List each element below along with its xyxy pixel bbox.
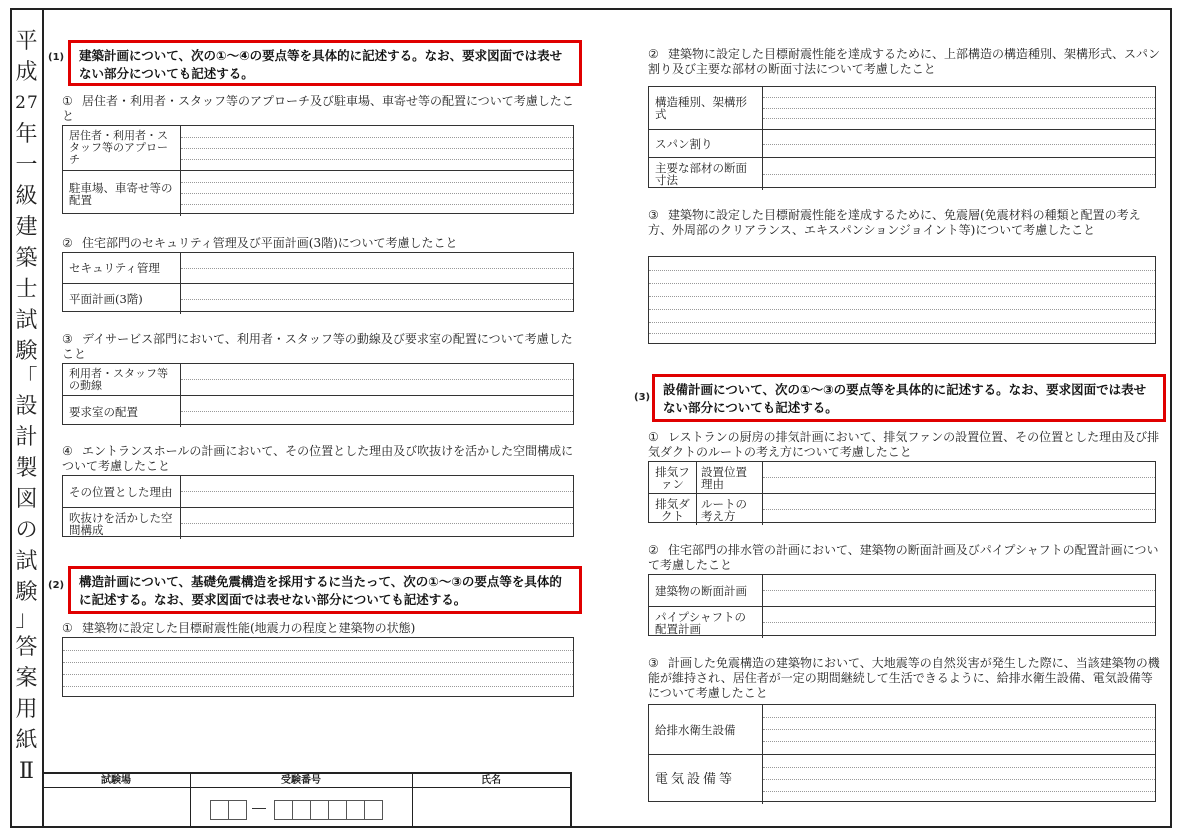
name-label: 氏名 (412, 774, 570, 788)
row-label: 電気設備等 (649, 755, 763, 804)
s1-q2-text: ② 住宅部門のセキュリティ管理及び平面計画(3階)について考慮したこと (62, 236, 458, 250)
sheet-title-char: 試 (15, 308, 39, 333)
sheet-title-char: 平 (15, 29, 39, 54)
s3-q1-text: ① レストランの厨房の排気計画において、排気ファンの設置位置、その位置とした理由及び排気ダクトのルートの考え方について考慮したこと (648, 430, 1160, 459)
sheet-title-char: 設 (15, 394, 39, 419)
exam-number-label: 受験番号 (190, 774, 412, 788)
row-label: 給排水衛生設備 (649, 705, 763, 754)
section-3-heading: 設備計画について、次の①〜③の要点等を具体的に記述する。なお、要求図面では表せない部分についても記述する。 (652, 374, 1166, 422)
row-label: 要求室の配置 (63, 396, 181, 427)
table-row (649, 87, 1155, 129)
sheet-title-char: 成 (15, 60, 39, 85)
s1-q1-text: ① 居住者・利用者・スタッフ等のアプローチ及び駐車場、車寄せ等の配置について考慮したこと (62, 94, 574, 123)
sheet-title-char: 士 (15, 277, 39, 302)
s1-q4-text: ④ エントランスホールの計画において、その位置とした理由及び吹抜けを活かした空間構成について考慮したこと (62, 444, 574, 473)
sheet-title-char: 用 (15, 697, 39, 722)
s3-q3-text: ③ 計画した免震構造の建築物において、大地震等の自然災害が発生した際に、当該建築物の機能が維持され、居住者が一定の期間継続して生活できるように、給排水衛生設備、電気設備等について考慮したこと (648, 656, 1160, 700)
table-row (649, 157, 1155, 190)
digit-box[interactable] (328, 800, 347, 820)
table-row (63, 476, 573, 507)
row-group-label: 排気ダクト (649, 494, 697, 525)
row-label: スパン割り (649, 130, 763, 158)
row-label: ルートの考え方 (697, 494, 763, 525)
table-row (649, 462, 1155, 493)
digit-box[interactable] (228, 800, 247, 820)
table-row (649, 606, 1155, 638)
s1-q2-table (62, 252, 574, 312)
row-label: 平面計画(3階) (63, 284, 181, 314)
table-row (63, 170, 573, 216)
row-label: 構造種別、架構形式 (649, 87, 763, 129)
row-label: 居住者・利用者・スタッフ等のアプローチ (63, 126, 181, 170)
s3-q2-table (648, 574, 1156, 636)
sheet-title-char: 案 (15, 666, 39, 691)
s1-q4-table (62, 475, 574, 537)
sheet-title (13, 26, 41, 787)
row-group-label: 排気ファン (649, 462, 697, 493)
table-row (649, 705, 1155, 754)
table-row (63, 364, 573, 395)
s2-q3-text: ③ 建築物に設定した目標耐震性能を達成するために、免震層(免震材料の種類と配置の考え方、外周部のクリアランス、エキスパンションジョイント等)について考慮したこと (648, 208, 1141, 237)
sheet-title-char: 験 (15, 339, 39, 364)
sheet-title-char: 築 (15, 246, 39, 271)
section-2-heading: 構造計画について、基礎免震構造を採用するに当たって、次の①〜③の要点等を具体的に記述する。なお、要求図面では表せない部分についても記述する。 (68, 566, 582, 614)
section-1-number: (1) (48, 52, 65, 63)
table-row (63, 283, 573, 314)
sheet-title-char: 「 (15, 366, 39, 391)
row-label: セキュリティ管理 (63, 253, 181, 283)
table-row (63, 507, 573, 539)
s3-q1-table (648, 461, 1156, 523)
table-row (63, 395, 573, 427)
digit-box[interactable] (292, 800, 311, 820)
s2-q2-text: ② 建築物に設定した目標耐震性能を達成するために、上部構造の構造種別、架構形式、スパン割り及び主要な部材の断面寸法について考慮したこと (648, 47, 1161, 76)
s2-q2-table (648, 86, 1156, 188)
s2-q1-text: ① 建築物に設定した目標耐震性能(地震力の程度と建築物の状態) (62, 621, 416, 635)
sheet-title-char: 答 (15, 635, 39, 660)
digit-box[interactable] (210, 800, 229, 820)
table-row (63, 126, 573, 170)
digit-box[interactable] (346, 800, 365, 820)
sheet-title-char: 27 (15, 93, 39, 113)
row-label: 建築物の断面計画 (649, 575, 763, 606)
sheet-title-char: 年 (15, 122, 39, 147)
s1-q3-text: ③ デイサービス部門において、利用者・スタッフ等の動線及び要求室の配置について考慮したこと (62, 332, 573, 361)
row-label: 設置位置理由 (697, 462, 763, 493)
s1-q1-table (62, 125, 574, 214)
table-row (63, 253, 573, 283)
digit-box[interactable] (274, 800, 293, 820)
sheet-title-char: Ⅱ (19, 759, 35, 784)
sheet-title-char: 一 (15, 153, 39, 178)
digit-box[interactable] (310, 800, 329, 820)
table-row (649, 754, 1155, 804)
sidebar (12, 10, 44, 826)
number-dash (252, 808, 266, 809)
table-row (649, 129, 1155, 158)
sheet-title-char: 建 (15, 215, 39, 240)
section-1-heading: 建築計画について、次の①〜④の要点等を具体的に記述する。なお、要求図面では表せない部分についても記述する。 (68, 40, 582, 86)
row-label: 利用者・スタッフ等の動線 (63, 364, 181, 395)
table-row (649, 575, 1155, 606)
s3-q3-table (648, 704, 1156, 802)
row-label: パイプシャフトの配置計画 (649, 607, 763, 638)
sheet-title-char: 級 (15, 184, 39, 209)
row-label: 駐車場、車寄せ等の配置 (63, 171, 181, 216)
table-row (649, 493, 1155, 525)
sheet-title-char: 験 (15, 580, 39, 605)
s2-q3-answer-box[interactable] (648, 256, 1156, 344)
row-label: 主要な部材の断面寸法 (649, 158, 763, 190)
candidate-info-box (42, 772, 572, 828)
s3-q2-text: ② 住宅部門の排水管の計画において、建築物の断面計画及びパイプシャフトの配置計画について考慮したこと (648, 543, 1159, 572)
digit-box[interactable] (364, 800, 383, 820)
sheet-title-char: 計 (15, 425, 39, 450)
section-3-number: (3) (634, 392, 651, 403)
s1-q3-table (62, 363, 574, 425)
sheet-title-char: 試 (15, 549, 39, 574)
row-label: 吹抜けを活かした空間構成 (63, 508, 181, 539)
sheet-title-char: 」 (15, 607, 39, 632)
sheet-title-char: の (15, 518, 39, 543)
sheet-title-char: 図 (15, 487, 39, 512)
section-2-number: (2) (48, 580, 65, 591)
exam-site-label: 試験場 (42, 774, 190, 788)
s2-q1-answer-box[interactable] (62, 637, 574, 697)
row-label: その位置とした理由 (63, 476, 181, 507)
sheet-title-char: 紙 (15, 728, 39, 753)
sheet-title-char: 製 (15, 456, 39, 481)
